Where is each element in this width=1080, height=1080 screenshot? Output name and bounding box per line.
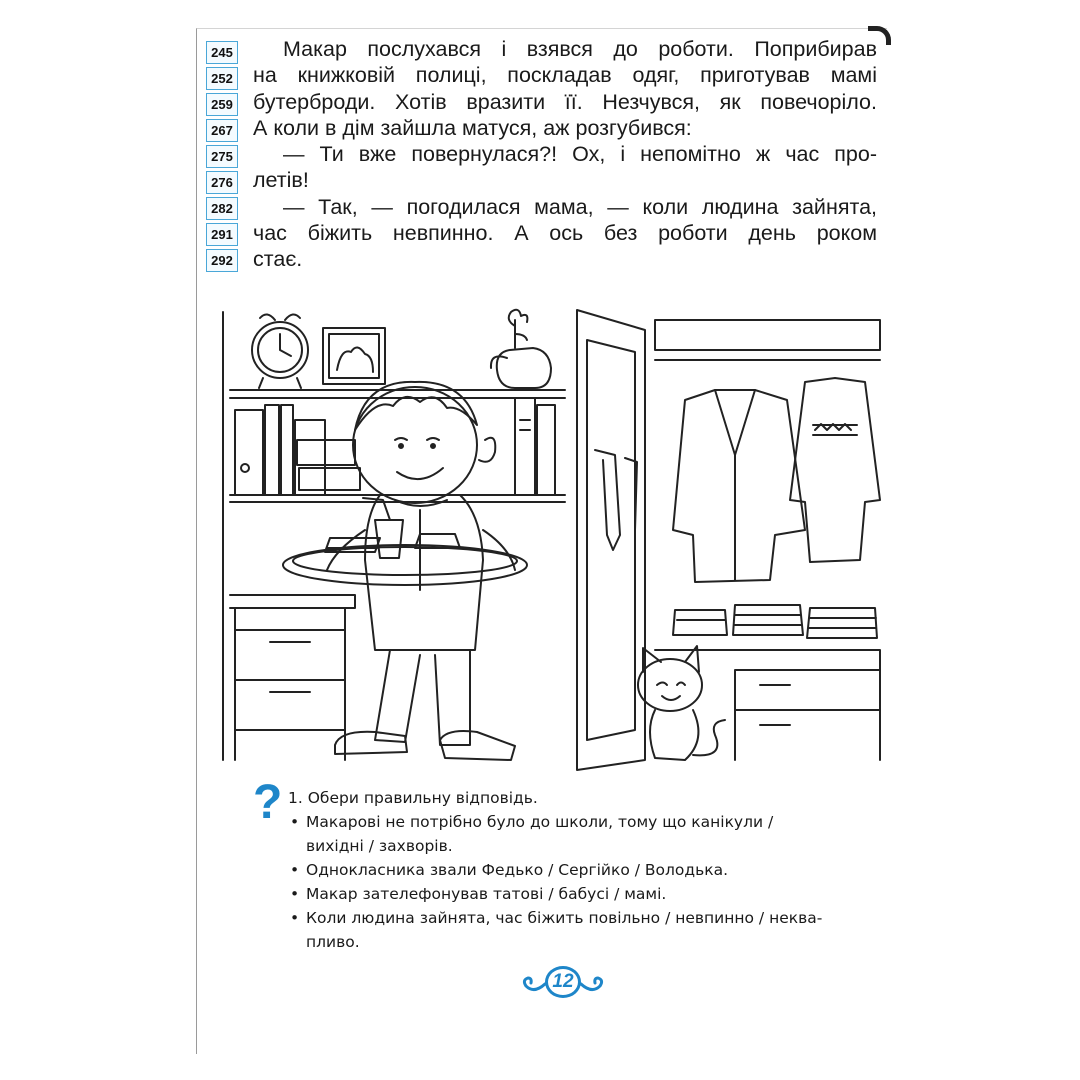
word-count: 275	[206, 145, 238, 168]
answer-option: • Однокласника звали Федько / Сергійко / Володька.	[288, 858, 868, 882]
desk	[230, 595, 355, 760]
story-text	[253, 36, 877, 273]
story-line: Макар послухався і взявся до роботи. Поприбирав	[283, 37, 877, 61]
word-count: 276	[206, 171, 238, 194]
story-line: летів!	[253, 168, 309, 193]
story-line: — Так, — погодилася мама, — коли людина зайнята,	[283, 194, 877, 219]
wardrobe-door	[577, 310, 645, 770]
flower-vase	[491, 310, 551, 388]
page-number-ornament	[518, 962, 608, 1002]
story-line: — Ти вже повернулася?! Ох, і непомітно ж час про-	[283, 142, 877, 167]
question-block	[288, 786, 868, 954]
question-title: 1. Обери правильну відповідь.	[288, 789, 538, 807]
answer-option: • Макар зателефонував татові / бабусі / мамі.	[288, 882, 868, 906]
word-count-column	[206, 41, 238, 275]
word-count: 259	[206, 93, 238, 116]
story-line: стає.	[253, 247, 303, 272]
story-line: час біжить невпинно. А ось без роботи день роком	[253, 221, 877, 246]
word-count: 291	[206, 223, 238, 246]
wardrobe	[655, 320, 880, 760]
tray	[283, 498, 527, 585]
cat	[638, 646, 725, 760]
answer-option: • Коли людина зайнята, час біжить повільно / невпинно / неква- пливо.	[288, 906, 868, 954]
story-line: бутерброди. Хотів вразити її. Незчувся, як повечоріло.	[253, 89, 877, 114]
answer-option: • Макарові не потрібно було до школи, тому що канікули / вихідні / захворів.	[288, 810, 868, 858]
picture-frame	[323, 328, 385, 384]
story-line: А коли в дім зайшла матуся, аж розгубився:	[253, 115, 692, 140]
word-count: 267	[206, 119, 238, 142]
alarm-clock	[252, 314, 308, 388]
story-line: на книжковій полиці, поскладав одяг, приготував мамі	[253, 63, 877, 88]
question-mark-icon: ?	[253, 776, 283, 829]
page-number: 12	[545, 966, 581, 998]
bookshelf	[230, 390, 565, 502]
word-count: 245	[206, 41, 238, 64]
word-count: 282	[206, 197, 238, 220]
boy-with-tray-illustration	[215, 290, 885, 780]
word-count: 292	[206, 249, 238, 272]
word-count: 252	[206, 67, 238, 90]
